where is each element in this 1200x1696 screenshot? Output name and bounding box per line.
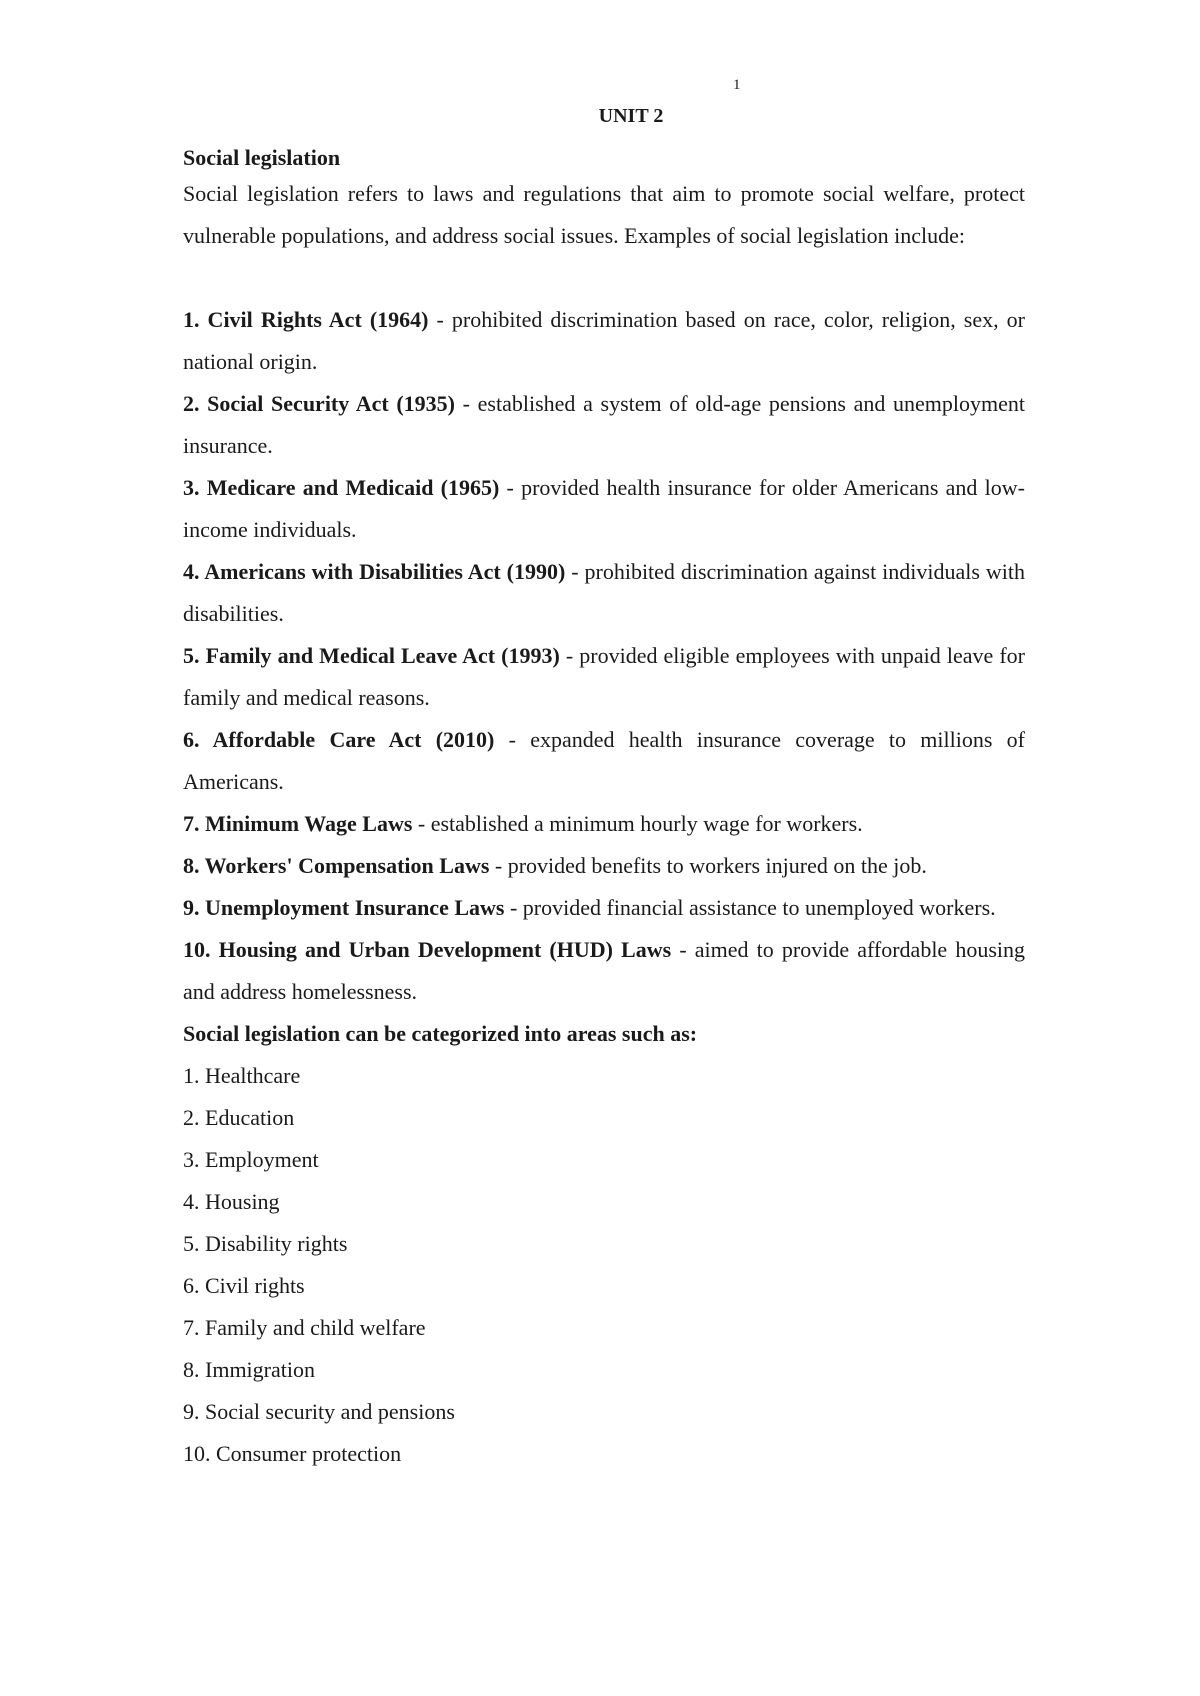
legislation-item xyxy=(183,929,1025,1013)
unit-title: UNIT 2 xyxy=(598,105,664,127)
legislation-description: - established a minimum hourly wage for workers. xyxy=(412,811,863,836)
legislation-description: - aimed to provide affordable housing and address homelessness. xyxy=(183,937,1025,1004)
category-item: 10. Consumer protection xyxy=(183,1441,402,1466)
section-heading: Social legislation xyxy=(183,145,341,170)
page-number: 1 xyxy=(733,77,741,93)
legislation-item xyxy=(183,845,1025,887)
legislation-description: - expanded health insurance coverage to millions of Americans. xyxy=(183,727,1025,794)
categories-heading: Social legislation can be categorized into areas such as: xyxy=(183,1021,698,1046)
legislation-title: 10. Housing and Urban Development (HUD) Laws xyxy=(183,937,672,962)
legislation-title: 9. Unemployment Insurance Laws xyxy=(183,895,505,920)
legislation-title: 6. Affordable Care Act (2010) xyxy=(183,727,495,752)
category-list xyxy=(183,1055,1025,1475)
category-item: 8. Immigration xyxy=(183,1357,315,1382)
category-item: 3. Employment xyxy=(183,1147,319,1172)
legislation-item xyxy=(183,635,1025,719)
legislation-title: 2. Social Security Act (1935) xyxy=(183,391,456,416)
document-page xyxy=(183,70,1025,1475)
category-item: 6. Civil rights xyxy=(183,1273,305,1298)
legislation-description: - established a system of old-age pensions and unemployment insurance. xyxy=(183,391,1025,458)
legislation-title: 5. Family and Medical Leave Act (1993) xyxy=(183,643,560,668)
intro-paragraph: Social legislation refers to laws and regulations that aim to promote social welfare, protect vulnerable populations, and address social issues. Examples of social legislation include: xyxy=(183,181,1025,248)
legislation-item xyxy=(183,299,1025,383)
category-item: 1. Healthcare xyxy=(183,1063,301,1088)
legislation-title: 4. Americans with Disabilities Act (1990) xyxy=(183,559,566,584)
legislation-item xyxy=(183,467,1025,551)
legislation-description: - provided benefits to workers injured on the job. xyxy=(489,853,927,878)
legislation-title: 1. Civil Rights Act (1964) xyxy=(183,307,429,332)
category-item: 7. Family and child welfare xyxy=(183,1315,426,1340)
legislation-description: - provided health insurance for older Americans and low-income individuals. xyxy=(183,475,1025,542)
legislation-description: - provided eligible employees with unpaid leave for family and medical reasons. xyxy=(183,643,1025,710)
category-item: 9. Social security and pensions xyxy=(183,1399,455,1424)
category-item: 4. Housing xyxy=(183,1189,280,1214)
legislation-item xyxy=(183,383,1025,467)
legislation-item xyxy=(183,551,1025,635)
legislation-description: - prohibited discrimination against individuals with disabilities. xyxy=(183,559,1025,626)
legislation-item xyxy=(183,803,1025,845)
legislation-description: - provided financial assistance to unemployed workers. xyxy=(504,895,996,920)
legislation-list xyxy=(183,299,1025,1013)
legislation-title: 3. Medicare and Medicaid (1965) xyxy=(183,475,500,500)
category-item: 2. Education xyxy=(183,1105,295,1130)
legislation-title: 7. Minimum Wage Laws xyxy=(183,811,413,836)
legislation-item xyxy=(183,887,1025,929)
legislation-title: 8. Workers' Compensation Laws xyxy=(183,853,490,878)
legislation-item xyxy=(183,719,1025,803)
legislation-description: - prohibited discrimination based on race, color, religion, sex, or national origin. xyxy=(183,307,1025,374)
category-item: 5. Disability rights xyxy=(183,1231,348,1256)
